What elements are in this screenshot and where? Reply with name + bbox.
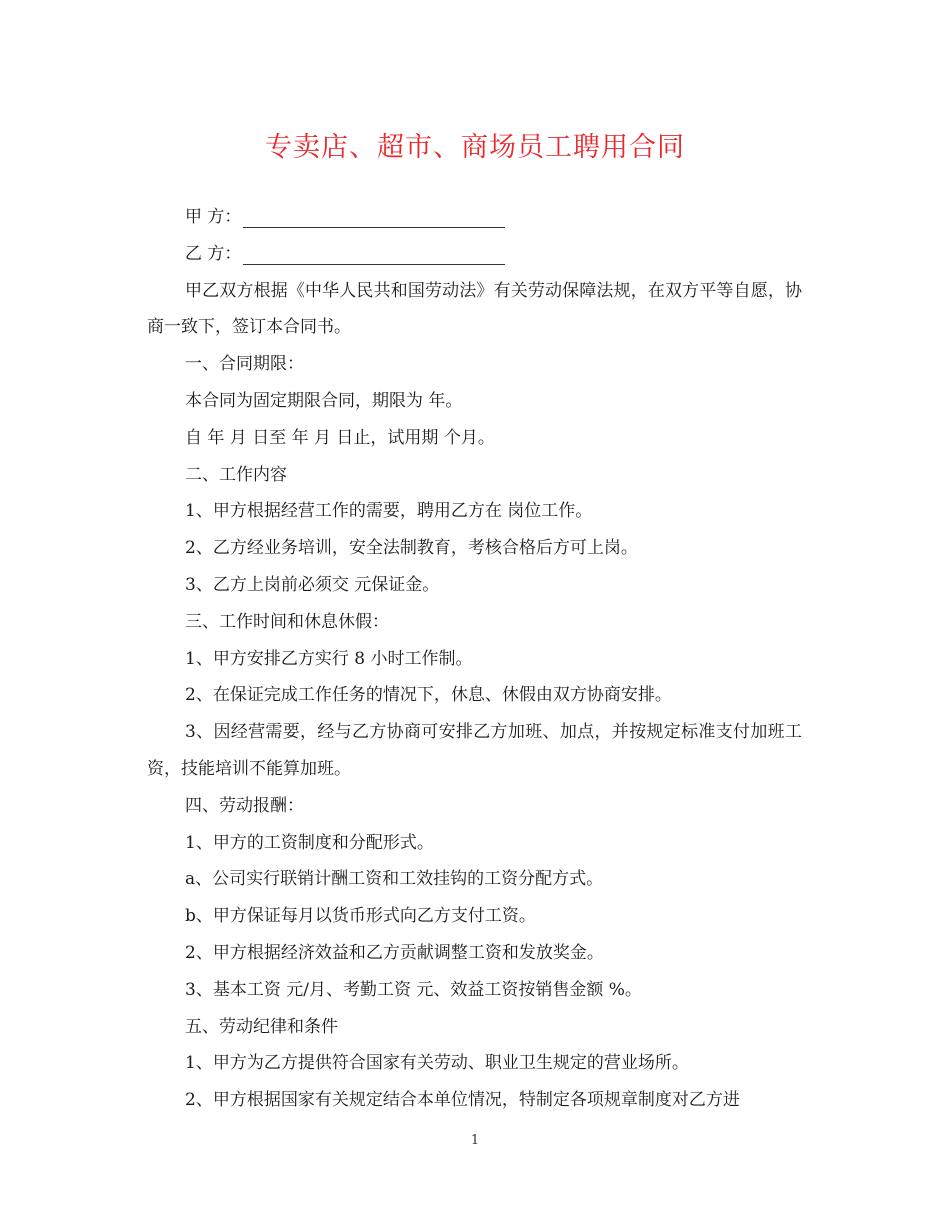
paragraph: 3、因经营需要，经与乙方协商可安排乙方加班、加点，并按规定标准支付加班工资，技能培训不能算加班。 <box>147 722 802 779</box>
paragraph: 自 年 月 日至 年 月 日止，试用期 个月。 <box>185 427 495 448</box>
paragraph: 2、在保证完成工作任务的情况下，休息、休假由双方协商安排。 <box>185 685 672 706</box>
paragraph: 1、甲方的工资制度和分配形式。 <box>185 832 434 853</box>
paragraph: 2、甲方根据国家有关规定结合本单位情况，特制定各项规章制度对乙方进 <box>185 1090 740 1111</box>
paragraph: 2、甲方根据经济效益和乙方贡献调整工资和发放奖金。 <box>185 942 604 963</box>
page-number: 1 <box>470 1133 480 1148</box>
paragraph: 3、基本工资 元/月、考勤工资 元、效益工资按销售金额 %。 <box>185 979 642 1000</box>
party-b-blank-field <box>243 244 505 265</box>
section-heading: 三、工作时间和休息休假： <box>185 611 389 632</box>
paragraph: b、甲方保证每月以货币形式向乙方支付工资。 <box>185 906 536 927</box>
document-title: 专卖店、超市、商场员工聘用合同 <box>265 132 685 163</box>
party-b-label: 乙 方： <box>185 243 242 264</box>
paragraph: 本合同为固定期限合同，期限为 年。 <box>185 390 463 411</box>
party-a-blank-field <box>243 207 505 228</box>
paragraph: 3、乙方上岗前必须交 元保证金。 <box>185 574 440 595</box>
paragraph: 甲乙双方根据《中华人民共和国劳动法》有关劳动保障法规，在双方平等自愿，协商一致下，签订本合同书。 <box>147 280 802 338</box>
section-heading: 五、劳动纪律和条件 <box>185 1016 338 1037</box>
party-b-line <box>147 236 802 273</box>
document-body <box>147 199 802 1119</box>
paragraph: a、公司实行联销计酬工资和工效挂钩的工资分配方式。 <box>185 869 604 890</box>
party-a-label: 甲 方： <box>185 207 242 227</box>
party-a-line <box>147 199 802 236</box>
paragraph: 1、甲方根据经营工作的需要，聘用乙方在 岗位工作。 <box>185 501 593 522</box>
paragraph: 2、乙方经业务培训，安全法制教育，考核合格后方可上岗。 <box>185 538 638 559</box>
section-heading: 四、劳动报酬： <box>185 795 304 816</box>
paragraph: 1、甲方安排乙方实行 8 小时工作制。 <box>185 648 473 669</box>
section-heading: 二、工作内容 <box>185 464 287 485</box>
section-heading: 一、合同期限： <box>185 354 304 375</box>
paragraph: 1、甲方为乙方提供符合国家有关劳动、职业卫生规定的营业场所。 <box>185 1053 689 1074</box>
